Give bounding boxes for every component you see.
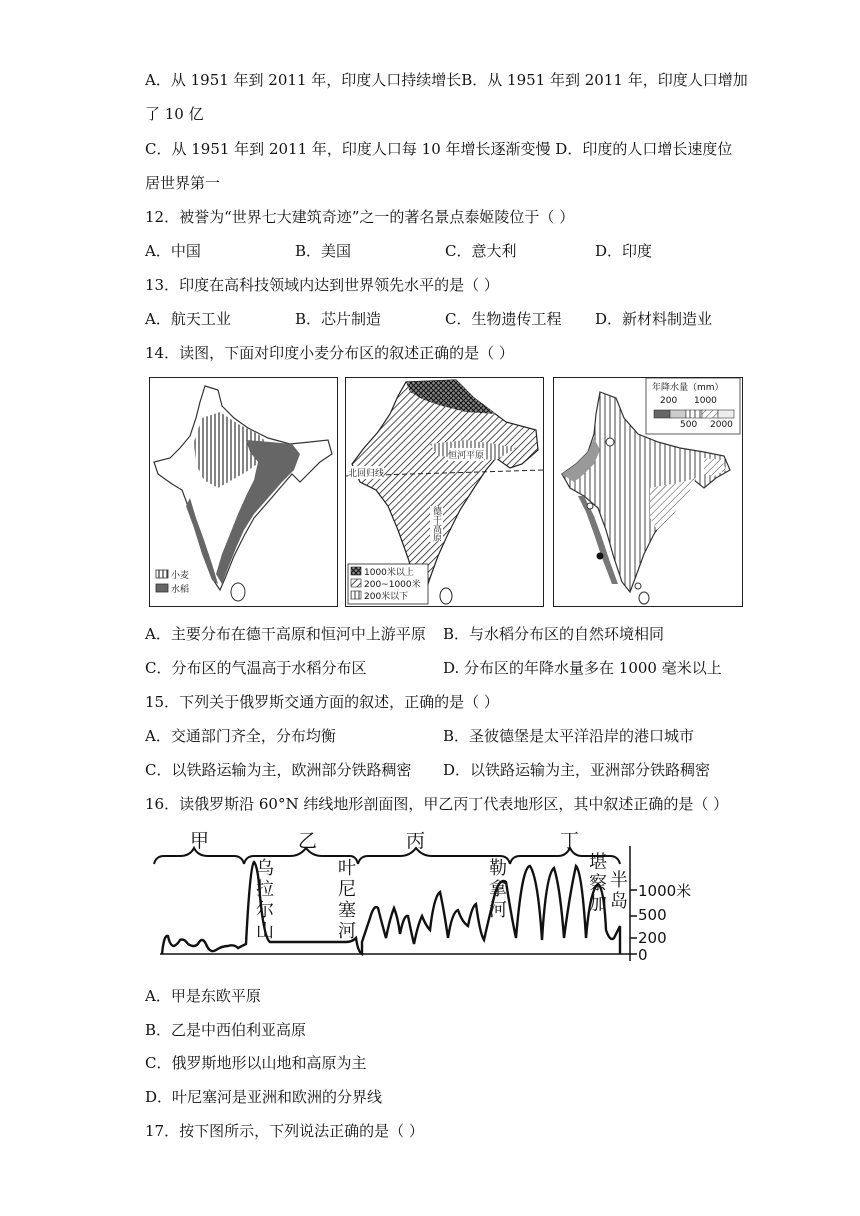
axis-label-200: 200 xyxy=(638,929,667,947)
q15-stem: 15．下列关于俄罗斯交通方面的叙述，正确的是（ ） xyxy=(145,693,499,711)
q12-option-a: A．中国 xyxy=(145,242,201,260)
q12-option-b: B．美国 xyxy=(295,242,352,260)
q12-stem: 12．被誉为“世界七大建筑奇迹”之一的著名景点泰姬陵位于（ ） xyxy=(145,208,575,226)
q13-stem: 13．印度在高科技领域内达到世界领先水平的是（ ） xyxy=(145,276,499,294)
india-precipitation-map xyxy=(553,377,743,607)
q17-stem: 17．按下图所示，下列说法正确的是（ ） xyxy=(145,1122,424,1140)
q12-option-d: D．印度 xyxy=(595,242,653,260)
q14-option-a: A．主要分布在德干高原和恒河中上游平原 xyxy=(145,625,426,643)
profile-curve xyxy=(162,862,620,954)
legend-precipitation-title: 年降水量（mm） xyxy=(652,383,724,393)
label-deccan-plateau: 德干高原 xyxy=(431,506,441,542)
q14-stem: 14．读图，下面对印度小麦分布区的叙述正确的是（ ） xyxy=(145,344,514,362)
q15-option-d: D．以铁路运输为主，亚洲部分铁路稠密 xyxy=(443,761,711,779)
label-ural-mountains: 乌拉尔山 xyxy=(256,858,274,942)
axis-label-1000m: 1000米 xyxy=(638,882,692,900)
legend-1000: 1000 xyxy=(694,396,717,406)
legend-200: 200 xyxy=(660,396,678,406)
legend-above-1000m: 1000米以上 xyxy=(364,568,414,578)
q14-option-c: C．分布区的气温高于水稻分布区 xyxy=(145,659,367,677)
region-yi: 乙 xyxy=(298,830,318,852)
india-precipitation-map-graphic xyxy=(554,378,742,606)
q16-stem: 16．读俄罗斯沿 60°N 纬线地形剖面图，甲乙丙丁代表地形区，其中叙述正确的是（ ） xyxy=(145,795,729,813)
label-ganges-plain: 恒河平原 xyxy=(448,448,484,461)
q11-line-1: A．从 1951 年到 2011 年，印度人口持续增长B．从 1951 年到 2011 年，印度人口增加 xyxy=(145,71,748,89)
region-jia: 甲 xyxy=(190,830,210,852)
q16-option-c: C．俄罗斯地形以山地和高原为主 xyxy=(145,1054,367,1072)
q15-option-a: A．交通部门齐全，分布均衡 xyxy=(145,727,336,745)
india-crop-map xyxy=(149,377,338,607)
legend-500: 500 xyxy=(680,420,698,430)
q16-option-b: B．乙是中西伯利亚高原 xyxy=(145,1021,307,1039)
label-tropic-of-cancer: 北回归线 xyxy=(348,466,384,479)
label-kamchatka: 堪察加 xyxy=(589,852,607,915)
q11-line-3: C．从 1951 年到 2011 年，印度人口每 10 年增长逐渐变慢 D．印度的人口增长速度位 xyxy=(145,140,733,158)
label-peninsula: 半岛 xyxy=(610,870,628,912)
q13-option-c: C．生物遗传工程 xyxy=(445,310,562,328)
q13-option-a: A．航天工业 xyxy=(145,310,231,328)
q16-option-d: D．叶尼塞河是亚洲和欧洲的分界线 xyxy=(145,1088,383,1106)
axis-label-0: 0 xyxy=(638,946,648,964)
russia-terrain-profile xyxy=(150,826,710,971)
q15-option-c: C．以铁路运输为主，欧洲部分铁路稠密 xyxy=(145,761,412,779)
q12-option-c: C．意大利 xyxy=(445,242,517,260)
q13-option-d: D．新材料制造业 xyxy=(595,310,713,328)
q14-option-b: B．与水稻分布区的自然环境相同 xyxy=(443,625,665,643)
q14-option-d: D. 分布区的年降水量多在 1000 毫米以上 xyxy=(443,659,722,677)
region-ding: 丁 xyxy=(560,830,580,852)
label-yenisei-river: 叶尼塞河 xyxy=(338,858,356,942)
legend-below-200m: 200米以下 xyxy=(364,592,409,602)
legend-wheat: 小麦 xyxy=(171,571,190,581)
q15-option-b: B．圣彼德堡是太平洋沿岸的港口城市 xyxy=(443,727,695,745)
legend-2000: 2000 xyxy=(710,420,733,430)
q11-line-2: 了 10 亿 xyxy=(145,105,204,123)
region-bing: 丙 xyxy=(406,830,426,852)
india-terrain-map xyxy=(345,377,544,607)
q13-option-b: B．芯片制造 xyxy=(295,310,382,328)
brace-bing xyxy=(358,848,510,864)
axis-label-500: 500 xyxy=(638,906,667,924)
q11-line-4: 居世界第一 xyxy=(145,174,221,192)
label-lena-river: 勒拿河 xyxy=(489,858,507,921)
q16-option-a: A．甲是东欧平原 xyxy=(145,987,261,1005)
legend-200-1000m: 200~1000米 xyxy=(364,580,421,590)
legend-rice: 水稻 xyxy=(171,585,190,595)
